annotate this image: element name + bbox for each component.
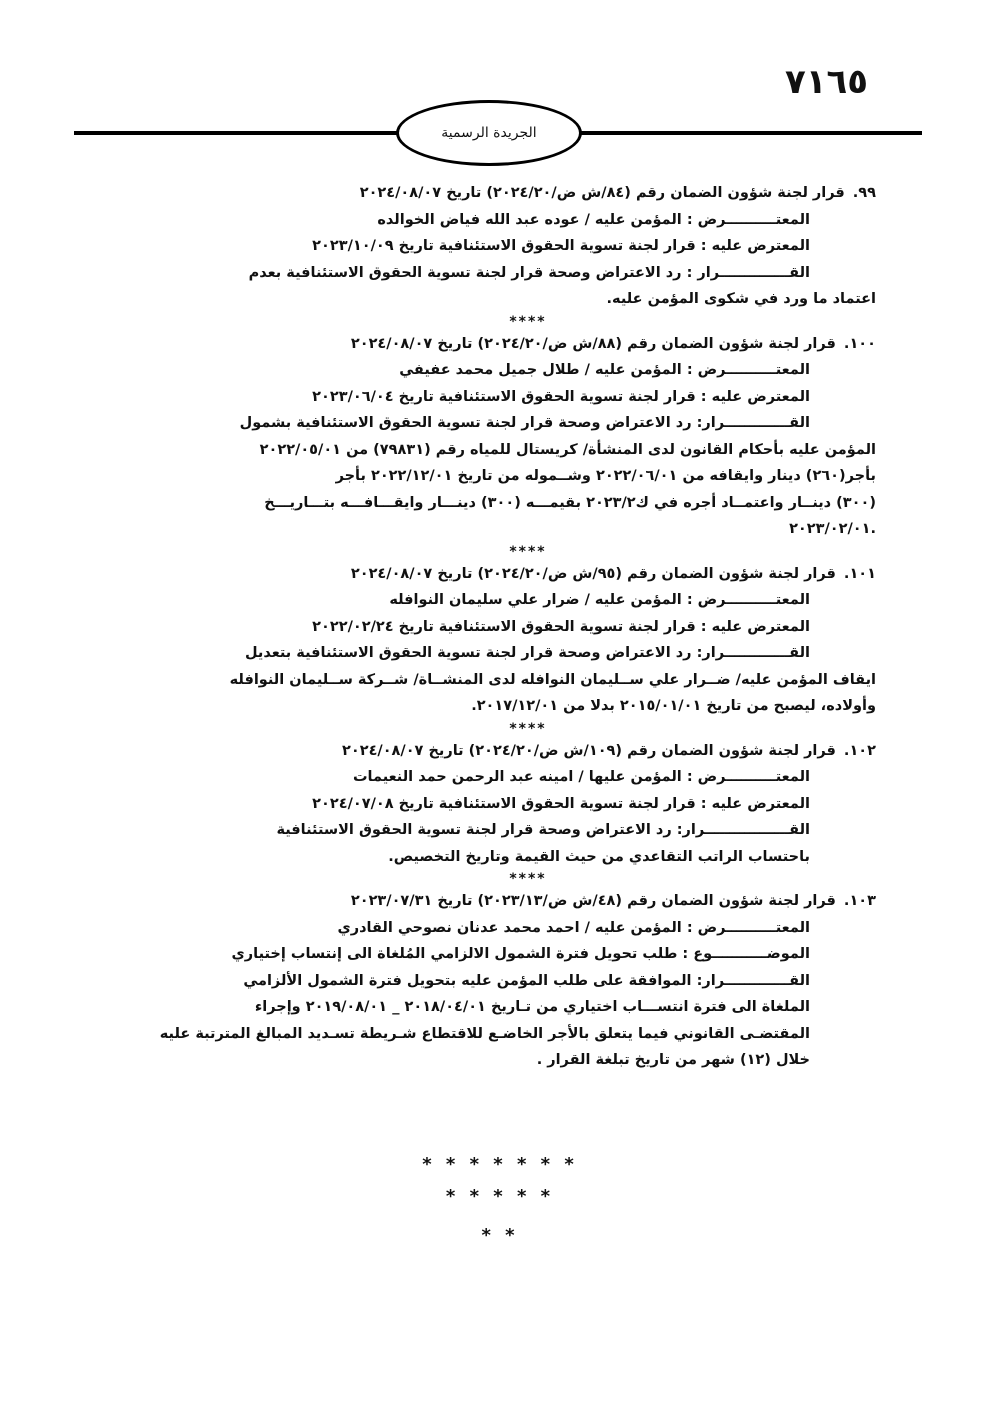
- entry-decision-line: وأولاده، ليصبح من تاريخ ٢٠١٥/٠١/٠١ بدلا من ٢٠١٧/١٢/٠١.: [471, 698, 876, 714]
- entry-decision-line: المؤمن عليه بأحكام القانون لدى المنشأة/ كريستال للمياه رقم (٧٩٨٣١) من ٢٠٢٢/٠٥/٠١: [259, 441, 876, 458]
- entry-title-text: قرار لجنة شؤون الضمان رقم (٨٨/ش ض/٢٠٢٤/٢٠) تاريخ ٢٠٢٤/٠٨/٠٧: [350, 335, 836, 352]
- entry-decision-line: ايقاف المؤمن عليه/ ضــرار علي ســليمان النوافله لدى المنشــاة/ شــركة ســليمان النوافله: [229, 671, 876, 688]
- entry-title: [120, 888, 876, 915]
- entry-title: [120, 331, 876, 358]
- header-title: الجريدة الرسمية: [441, 125, 537, 141]
- entry-title-text: قرار لجنة شؤون الضمان رقم (٩٥/ش ض/٢٠٢٤/٢٠) تاريخ ٢٠٢٤/٠٨/٠٧: [350, 565, 836, 582]
- entry-objector: المعتــــــــــرض : المؤمن عليه / عوده عبد الله فياض الخوالده: [377, 211, 810, 228]
- entry-title: [120, 180, 876, 207]
- document-body: [120, 180, 876, 1074]
- page-number: ٧١٦٥: [784, 62, 868, 102]
- entry-objector: المعتــــــــــرض : المؤمن عليه / طلال جميل محمد عفيفي: [399, 362, 810, 378]
- entry-title-text: قرار لجنة شؤون الضمان رقم (٨٤/ش ض/٢٠٢٤/٢٠) تاريخ ٢٠٢٤/٠٨/٠٧: [359, 185, 845, 201]
- entry-number: ١٠٣.: [843, 893, 876, 909]
- entry-number: ١٠١.: [843, 565, 876, 582]
- decision-entry: [120, 561, 876, 720]
- entry-decision-line: بأجر(٢٦٠) دينار وايقافه من ٢٠٢٢/٠٦/٠١ وشــموله من تاريخ ٢٠٢٢/١٢/٠١ بأجر: [335, 468, 876, 484]
- entry-decision-line: اعتماد ما ورد في شكوى المؤمن عليه.: [606, 291, 876, 307]
- entry-decision-line: المقتضـى القانوني فيما يتعلق بالأجر الخاضـع للاقتطاع شـريطة تسـديد المبالغ المترتبة عليه: [159, 1025, 810, 1042]
- entry-decision-line: القـــــــــــــرار: الموافقة على طلب المؤمن عليه بتحويل فترة الشمول الألزامي: [243, 972, 810, 989]
- separator: ****: [509, 313, 547, 330]
- entry-decision-line: (٣٠٠) دينــار واعتمــاد أجره في ك٢٠٢٣/٢ بقيمـــه (٣٠٠) دينـــار وايقـــافـــه بتـــاريـــخ: [264, 494, 876, 511]
- entry-objector: المعتــــــــــرض : المؤمن عليه / احمد محمد عدنان نصوحي القادري: [337, 919, 810, 936]
- entry-objector: المعتــــــــــرض : المؤمن عليها / امينه عبد الرحمن حمد النعيمات: [352, 769, 810, 785]
- entry-objected: المعترض عليه : قرار لجنة تسوية الحقوق الاستئنافية تاريخ ٢٠٢٣/٠٦/٠٤: [312, 388, 810, 405]
- closing-stars-2: * * * * *: [445, 1186, 555, 1207]
- entry-number: ١٠٢.: [843, 742, 876, 759]
- separator: ****: [509, 543, 547, 560]
- entry-decision-line: القــــــــــــــرار : رد الاعتراض وصحة قرار لجنة تسوية الحقوق الاستئنافية بعدم: [248, 264, 810, 281]
- decision-entry: [120, 331, 876, 543]
- entry-title: [120, 561, 876, 588]
- header-oval: [396, 100, 582, 166]
- decision-entry: [120, 738, 876, 871]
- entry-decision-line: القـــــــــــــرار: رد الاعتراض وصحة قرار لجنة تسوية الحقوق الاستئنافية بشمول: [239, 415, 810, 431]
- entry-title-text: قرار لجنة شؤون الضمان رقم (١٠٩/ش ض/٢٠٢٤/٢٠) تاريخ ٢٠٢٤/٠٨/٠٧: [342, 742, 836, 759]
- entry-decision-line: الملغاة الى فترة انتســـاب اختياري من تـاريخ ٢٠١٨/٠٤/٠١ _ ٢٠١٩/٠٨/٠١ وإجراء: [254, 999, 810, 1015]
- decision-entry: [120, 180, 876, 313]
- separator: ****: [509, 871, 547, 887]
- entry-number: ٩٩.: [852, 185, 876, 201]
- entry-objected: المعترض عليه : قرار لجنة تسوية الحقوق الاستئنافية تاريخ ٢٠٢٢/٠٢/٢٤: [312, 618, 810, 635]
- closing-stars-1: * * * * * * *: [422, 1154, 578, 1175]
- entry-title-text: قرار لجنة شؤون الضمان رقم (٤٨/ش ض/٢٠٢٣/١٣) تاريخ ٢٠٢٣/٠٧/٣١: [350, 893, 836, 909]
- entry-decision-line: باحتساب الراتب التقاعدي من حيث القيمة وتاريخ التخصيص.: [388, 848, 810, 865]
- entry-number: ١٠٠.: [843, 335, 876, 352]
- entry-objected: المعترض عليه : قرار لجنة تسوية الحقوق الاستئنافية تاريخ ٢٠٢٣/١٠/٠٩: [312, 238, 810, 254]
- entry-decision-line: خلال (١٢) شهر من تاريخ تبلغة القرار .: [536, 1052, 810, 1068]
- entry-objected: المعترض عليه : قرار لجنة تسوية الحقوق الاستئنافية تاريخ ٢٠٢٤/٠٧/٠٨: [312, 795, 810, 812]
- entry-subject: الموضـــــــــــوع : طلب تحويل فترة الشمول الالزامي المُلغاة الى إنتساب إختياري: [231, 946, 810, 962]
- entry-decision-line: القـــــــــــــــــرار: رد الاعتراض وصحة قرار لجنة تسوية الحقوق الاستئنافية: [276, 822, 810, 838]
- separator: ****: [509, 720, 547, 737]
- entry-title: [120, 738, 876, 765]
- decision-entry: [120, 888, 876, 1074]
- entry-objector: المعتــــــــــرض : المؤمن عليه / ضرار علي سليمان النوافله: [389, 592, 810, 608]
- entry-decision-line: .٢٠٢٣/٠٢/٠١: [789, 521, 876, 537]
- entry-decision-line: القـــــــــــــرار: رد الاعتراض وصحة قرار لجنة تسوية الحقوق الاستئنافية بتعديل: [244, 645, 810, 661]
- closing-stars-3: * *: [481, 1225, 519, 1246]
